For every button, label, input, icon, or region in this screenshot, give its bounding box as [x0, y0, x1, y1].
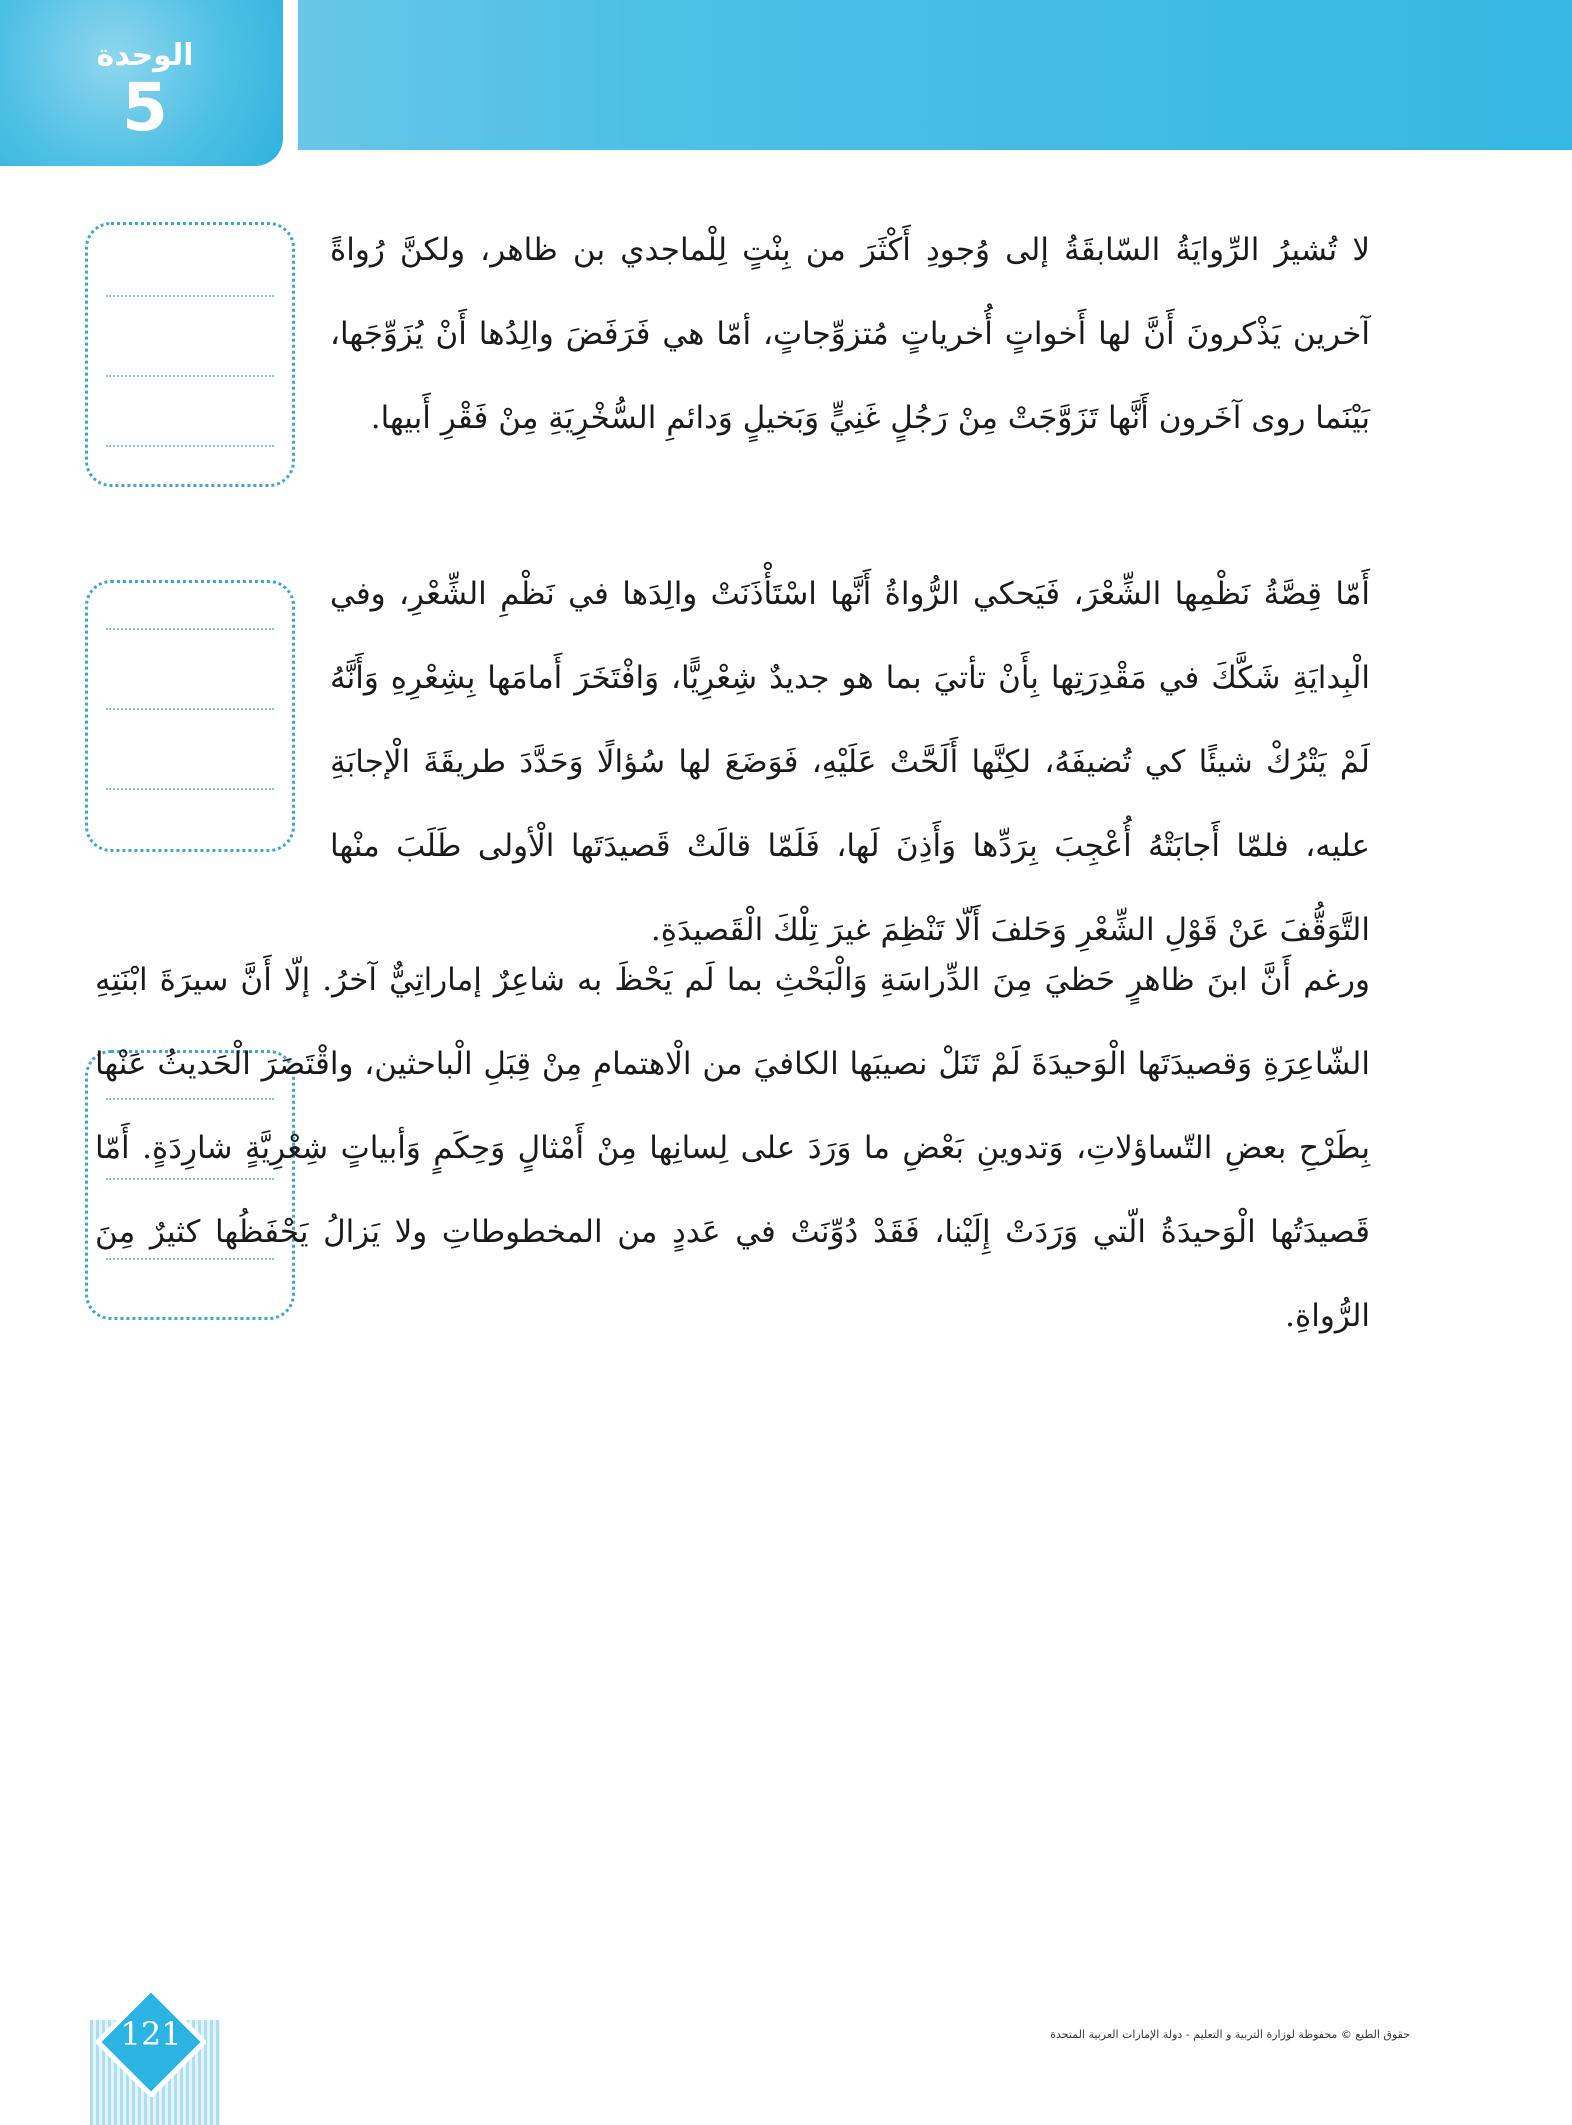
paragraph-3: ورغم أَنَّ ابنَ ظاهرٍ حَظيَ مِنَ الدِّراسَةِ وَالْبَحْثِ بما لَم يَحْظَ به شاعِرٌ إماراتِيٌّ آخرُ. إلّا أَنَّ سيرَةَ ابْنَتِهِ الشّاعِرَةِ وَقصيدَتَها الْوَحيدَةَ لَمْ تَنَلْ نصيبَها الكافيَ من الْاهتمامِ مِنْ قِبَلِ الْباحثين، واقْتَصَرَ الْحَديثُ عَنْها بِطَرْحِ بعضِ التّساؤلاتِ، وَتدوينِ بَعْضِ ما وَرَدَ على لِسانِها مِنْ أَمْثالٍ وَحِكَمٍ وَأبياتٍ شِعْرِيَّةٍ شارِدَةٍ. أَمّا قَصيدَتُها الْوَحيدَةُ الّتي وَرَدَتْ إِلَيْنا، فَقَدْ دُوِّنَتْ في عَددٍ من المخطوطاتِ ولا يَزالُ يَحْفَظُها كثيرٌ مِنَ الرُّواةِ. [95, 962, 1370, 1334]
notes-line [106, 628, 274, 630]
notes-box-2[interactable] [85, 580, 295, 852]
notes-line [106, 445, 274, 447]
unit-label: الوحدة [96, 38, 194, 73]
paragraph-2: أَمّا قِصَّةُ نَظْمِها الشِّعْرَ، فَيَحكي الرُّواةُ أَنَّها اسْتَأْذَنَتْ والِدَها في نَظْمِ الشِّعْرِ، وفي الْبِدايَةِ شَكَّكَ في مَقْدِرَتِها بِأَنْ تأتيَ بما هو جديدٌ شِعْرِيًّا، وَافْتَخَرَ أَمامَها بِشِعْرِهِ وَأَنَّهُ لَمْ يَتْرُكْ شيئًا كي تُضيفَهُ، لكِنَّها أَلَحَّتْ عَلَيْهِ، فَوَضَعَ لها سُؤالًا وَحَدَّدَ طريقَةَ الْإجابَةِ عليه، فلمّا أَجابَتْهُ أُعْجِبَ بِرَدِّها وَأَذِنَ لَها، فَلَمّا قالَتْ قَصيدَتَها الْأولى طَلَبَ منْها التَّوَقُّفَ عَنْ قَوْلِ الشِّعْرِ وَحَلفَ أَلّا تَنْظِمَ غيرَ تِلْكَ الْقَصيدَةِ. [330, 576, 1370, 948]
copyright-notice: حقوق الطبع © محفوظة لوزارة التربية و التعليم - دولة الإمارات العربية المتحدة [1050, 2028, 1410, 2041]
unit-tab [0, 0, 298, 178]
notes-line [106, 375, 274, 377]
unit-number: 5 [122, 69, 168, 146]
notes-line [106, 295, 274, 297]
paragraph-1: لا تُشيرُ الرِّوايَةُ السّابقَةُ إلى وُجودِ أَكْثَرَ من بِنْتٍ لِلْماجدي بن ظاهر، ولكنَّ رُواةً آخرين يَذْكرونَ أَنَّ لها أَخواتٍ أُخرياتٍ مُتزوِّجاتٍ، أمّا هي فَرَفَضَ والِدُها أَنْ يُزَوِّجَها، بَيْنَما روى آخَرون أَنَّها تَزَوَّجَتْ مِنْ رَجُلٍ غَنِيٍّ وَبَخيلٍ وَدائمِ السُّخْرِيَةِ مِنْ فَقْرِ أَبيها. [330, 232, 1370, 436]
notes-box-1[interactable] [85, 222, 295, 487]
page-number: 121 [120, 2015, 182, 2053]
notes-line [106, 788, 274, 790]
notes-line [106, 708, 274, 710]
